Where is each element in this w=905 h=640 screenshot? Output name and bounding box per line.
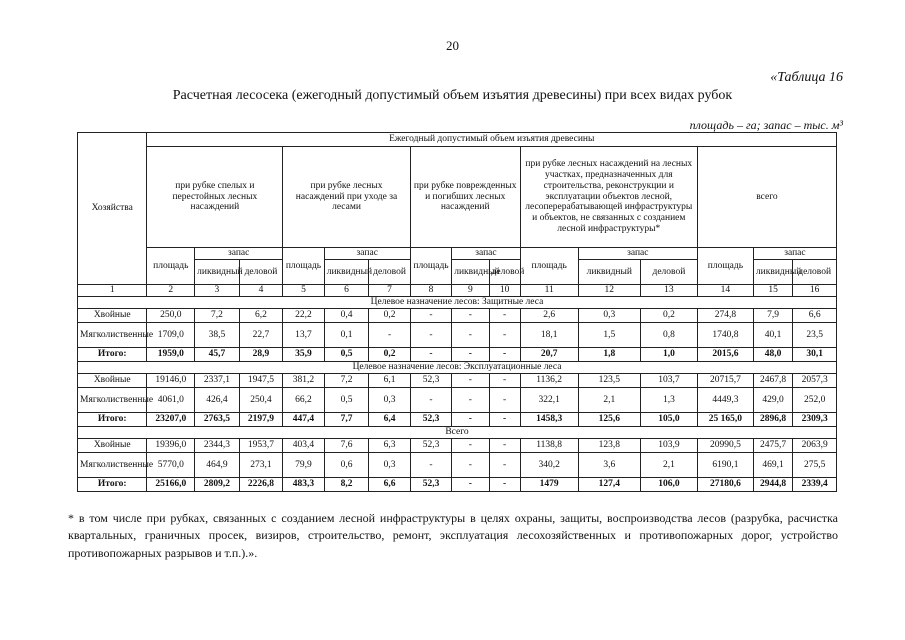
table-cell: 103,9 <box>640 439 697 453</box>
table-cell: 7,6 <box>324 439 369 453</box>
table-cell: 0,4 <box>324 309 369 323</box>
header-group-care: при рубке лесных насаждений при уходе за лесами <box>283 147 411 248</box>
table-cell: 125,6 <box>578 413 640 427</box>
table-cell: 429,0 <box>753 388 792 413</box>
row-label: Итого: <box>78 413 147 427</box>
table-cell: 38,5 <box>195 323 240 348</box>
table-cell: 8,2 <box>324 478 369 492</box>
table-cell: 123,5 <box>578 374 640 388</box>
column-number: 4 <box>239 285 283 297</box>
header-commercial: деловой <box>640 260 697 285</box>
section-header-row <box>78 362 837 374</box>
table-cell: 4449,3 <box>697 388 753 413</box>
table-cell: 40,1 <box>753 323 792 348</box>
table-cell: 274,8 <box>697 309 753 323</box>
table-cell: 23207,0 <box>147 413 195 427</box>
table-cell: 4061,0 <box>147 388 195 413</box>
table-cell: 2339,4 <box>793 478 837 492</box>
table-cell: 2,1 <box>578 388 640 413</box>
header-area: площадь <box>283 248 324 285</box>
header-stock: запас <box>452 248 520 260</box>
table-cell: 273,1 <box>239 453 283 478</box>
table-cell: - <box>489 323 520 348</box>
table-cell: 1,8 <box>578 348 640 362</box>
table-cell: - <box>410 388 451 413</box>
section-title: Целевое назначение лесов: Защитные леса <box>78 297 837 309</box>
header-area: площадь <box>410 248 451 285</box>
table-cell: 105,0 <box>640 413 697 427</box>
table-cell: - <box>489 439 520 453</box>
table-label: «Таблица 16 <box>770 70 843 85</box>
header-stock: запас <box>324 248 410 260</box>
table-cell: 0,3 <box>369 388 410 413</box>
total-row <box>78 413 837 427</box>
table-cell: 381,2 <box>283 374 324 388</box>
column-number: 11 <box>520 285 578 297</box>
section-title: Целевое назначение лесов: Эксплуатационные леса <box>78 362 837 374</box>
page-number: 20 <box>446 38 459 53</box>
column-number: 14 <box>697 285 753 297</box>
table-cell: 6,4 <box>369 413 410 427</box>
table-cell: 2809,2 <box>195 478 240 492</box>
footnote: * в том числе при рубках, связанных с созданием лесной инфраструктуры в целях охраны, защиты, воспроизводства лесов (разрубка, расчистка квартальных, граничных просек, визиров, строительство, ремонт, эксплуатация лесохозяйственных и противопожарных дорог, устройство противопожарных разрывов и т.п.).». <box>68 511 838 560</box>
table-cell: 0,6 <box>324 453 369 478</box>
table-cell: 322,1 <box>520 388 578 413</box>
table-cell: 426,4 <box>195 388 240 413</box>
table-cell: 23,5 <box>793 323 837 348</box>
table-cell: 6,1 <box>369 374 410 388</box>
table-cell: 106,0 <box>640 478 697 492</box>
column-number: 10 <box>489 285 520 297</box>
table-cell: - <box>369 323 410 348</box>
table-cell: 250,0 <box>147 309 195 323</box>
column-number: 8 <box>410 285 451 297</box>
table-cell: 1,0 <box>640 348 697 362</box>
section-title: Всего <box>78 427 837 439</box>
table-cell: 0,2 <box>369 348 410 362</box>
header-commercial: деловой <box>239 260 283 285</box>
table-cell: 7,2 <box>324 374 369 388</box>
header-commercial: деловой <box>369 260 410 285</box>
table-cell: - <box>489 348 520 362</box>
table-cell: - <box>489 453 520 478</box>
table-cell: - <box>452 439 489 453</box>
header-area: площадь <box>147 248 195 285</box>
table-cell: 464,9 <box>195 453 240 478</box>
header-liquid: ликвидный <box>452 260 489 285</box>
table-cell: - <box>452 323 489 348</box>
row-label: Мягколиственные <box>78 323 147 348</box>
table-cell: 5770,0 <box>147 453 195 478</box>
table-cell: - <box>410 453 451 478</box>
table-cell: 52,3 <box>410 439 451 453</box>
row-label: Итого: <box>78 348 147 362</box>
column-number: 13 <box>640 285 697 297</box>
table-cell: 123,8 <box>578 439 640 453</box>
table-cell: 103,7 <box>640 374 697 388</box>
column-number: 5 <box>283 285 324 297</box>
table-cell: 6,2 <box>239 309 283 323</box>
table-cell: - <box>452 453 489 478</box>
table-cell: 35,9 <box>283 348 324 362</box>
table-cell: 0,3 <box>369 453 410 478</box>
header-group-total: всего <box>697 147 836 248</box>
table-cell: 2944,8 <box>753 478 792 492</box>
table-cell: 22,7 <box>239 323 283 348</box>
table-cell: 252,0 <box>793 388 837 413</box>
table-cell: 2344,3 <box>195 439 240 453</box>
table-cell: 2763,5 <box>195 413 240 427</box>
units-note: площадь – га; запас – тыс. м³ <box>689 118 843 132</box>
table-cell: 1136,2 <box>520 374 578 388</box>
table-cell: 25 165,0 <box>697 413 753 427</box>
table-cell: 7,7 <box>324 413 369 427</box>
total-row <box>78 348 837 362</box>
table-cell: 2337,1 <box>195 374 240 388</box>
table-row <box>78 309 837 323</box>
table-cell: 1,5 <box>578 323 640 348</box>
header-farm: Хозяйства <box>78 133 147 285</box>
table-cell: 52,3 <box>410 413 451 427</box>
table-cell: 20,7 <box>520 348 578 362</box>
table-cell: 6,6 <box>369 478 410 492</box>
section-header-row <box>78 427 837 439</box>
column-number: 12 <box>578 285 640 297</box>
table-cell: 19146,0 <box>147 374 195 388</box>
row-label: Хвойные <box>78 439 147 453</box>
table-body <box>78 297 837 492</box>
header-area: площадь <box>697 248 753 285</box>
section-header-row <box>78 297 837 309</box>
column-number: 3 <box>195 285 240 297</box>
table-cell: 2467,8 <box>753 374 792 388</box>
table-cell: 52,3 <box>410 374 451 388</box>
column-number: 15 <box>753 285 792 297</box>
table-cell: 1709,0 <box>147 323 195 348</box>
table-cell: 447,4 <box>283 413 324 427</box>
table-cell: 20715,7 <box>697 374 753 388</box>
table-cell: 1,3 <box>640 388 697 413</box>
table-cell: 2475,7 <box>753 439 792 453</box>
table-cell: - <box>452 348 489 362</box>
header-group-infrastructure: при рубке лесных насаждений на лесных участках, предназначенных для строительства, реконструкции и эксплуатации объектов лесной, лесоперерабатывающей инфраструктуры и объектов, не связанных с созданием лесной инфраструктуры* <box>520 147 697 248</box>
document-title: Расчетная лесосека (ежегодный допустимый объем изъятия древесины) при всех видах рубок <box>172 88 733 103</box>
table-cell: - <box>410 309 451 323</box>
total-row <box>78 478 837 492</box>
table-cell: - <box>452 309 489 323</box>
column-number: 6 <box>324 285 369 297</box>
column-number: 7 <box>369 285 410 297</box>
table-cell: 1740,8 <box>697 323 753 348</box>
header-liquid: ликвидный <box>753 260 792 285</box>
table-cell: 2226,8 <box>239 478 283 492</box>
table-cell: 1947,5 <box>239 374 283 388</box>
table-cell: 275,5 <box>793 453 837 478</box>
header-group-mature: при рубке спелых и перестойных лесных насаждений <box>147 147 283 248</box>
table-cell: 2015,6 <box>697 348 753 362</box>
table-cell: 52,3 <box>410 478 451 492</box>
table-cell: 2896,8 <box>753 413 792 427</box>
column-number: 9 <box>452 285 489 297</box>
header-area: площадь <box>520 248 578 285</box>
table-cell: 0,8 <box>640 323 697 348</box>
table-cell: 6,3 <box>369 439 410 453</box>
table-row <box>78 374 837 388</box>
table-cell: 403,4 <box>283 439 324 453</box>
table-cell: 2197,9 <box>239 413 283 427</box>
table-cell: 66,2 <box>283 388 324 413</box>
header-stock: запас <box>195 248 283 260</box>
table-cell: - <box>452 478 489 492</box>
table-cell: 2057,3 <box>793 374 837 388</box>
table-cell: 0,2 <box>640 309 697 323</box>
row-label: Хвойные <box>78 309 147 323</box>
table-cell: 6,6 <box>793 309 837 323</box>
table-cell: - <box>489 374 520 388</box>
header-commercial: деловой <box>793 260 837 285</box>
column-number: 16 <box>793 285 837 297</box>
table-cell: - <box>489 388 520 413</box>
table-cell: 18,1 <box>520 323 578 348</box>
table-cell: 6190,1 <box>697 453 753 478</box>
table-cell: 7,9 <box>753 309 792 323</box>
table-cell: 0,5 <box>324 348 369 362</box>
table-cell: - <box>452 388 489 413</box>
row-label: Мягколиственные <box>78 388 147 413</box>
table-cell: 7,2 <box>195 309 240 323</box>
table-cell: 1959,0 <box>147 348 195 362</box>
table-cell: 1458,3 <box>520 413 578 427</box>
table-cell: - <box>489 478 520 492</box>
column-number: 1 <box>78 285 147 297</box>
header-stock: запас <box>753 248 836 260</box>
header-liquid: ликвидный <box>195 260 240 285</box>
table-cell: - <box>452 413 489 427</box>
table-cell: 2,1 <box>640 453 697 478</box>
table-cell: 13,7 <box>283 323 324 348</box>
table-cell: 20990,5 <box>697 439 753 453</box>
table-cell: 0,3 <box>578 309 640 323</box>
table-cell: 0,2 <box>369 309 410 323</box>
table-cell: 79,9 <box>283 453 324 478</box>
table-row <box>78 453 837 478</box>
table-cell: 25166,0 <box>147 478 195 492</box>
row-label: Хвойные <box>78 374 147 388</box>
header-liquid: ликвидный <box>324 260 369 285</box>
table-cell: - <box>489 309 520 323</box>
table-cell: 48,0 <box>753 348 792 362</box>
table-cell: 2309,3 <box>793 413 837 427</box>
header-liquid: ликвидный <box>578 260 640 285</box>
table-cell: 2,6 <box>520 309 578 323</box>
table-cell: 30,1 <box>793 348 837 362</box>
table-cell: 28,9 <box>239 348 283 362</box>
table-cell: - <box>452 374 489 388</box>
column-number-row <box>78 285 837 297</box>
column-number: 2 <box>147 285 195 297</box>
table-cell: 2063,9 <box>793 439 837 453</box>
table-cell: 1953,7 <box>239 439 283 453</box>
table-cell: - <box>410 348 451 362</box>
allowable-cut-table <box>77 132 837 492</box>
table-cell: 22,2 <box>283 309 324 323</box>
header-stock: запас <box>578 248 697 260</box>
table-cell: 45,7 <box>195 348 240 362</box>
table-cell: 340,2 <box>520 453 578 478</box>
table-row <box>78 388 837 413</box>
table-cell: 0,1 <box>324 323 369 348</box>
row-label: Мягколиственные <box>78 453 147 478</box>
table-cell: 3,6 <box>578 453 640 478</box>
table-cell: - <box>410 323 451 348</box>
table-row <box>78 323 837 348</box>
row-label: Итого: <box>78 478 147 492</box>
table-cell: 1479 <box>520 478 578 492</box>
header-top-span: Ежегодный допустимый объем изъятия древесины <box>147 133 837 147</box>
table-cell: 250,4 <box>239 388 283 413</box>
header-commercial: деловой <box>489 260 520 285</box>
table-cell: 1138,8 <box>520 439 578 453</box>
header-group-damaged: при рубке поврежденных и погибших лесных насаждений <box>410 147 520 248</box>
table-cell: 127,4 <box>578 478 640 492</box>
table-cell: 0,5 <box>324 388 369 413</box>
table-cell: 27180,6 <box>697 478 753 492</box>
table-row <box>78 439 837 453</box>
table-cell: 483,3 <box>283 478 324 492</box>
table-cell: 19396,0 <box>147 439 195 453</box>
table-cell: 469,1 <box>753 453 792 478</box>
table-cell: - <box>489 413 520 427</box>
